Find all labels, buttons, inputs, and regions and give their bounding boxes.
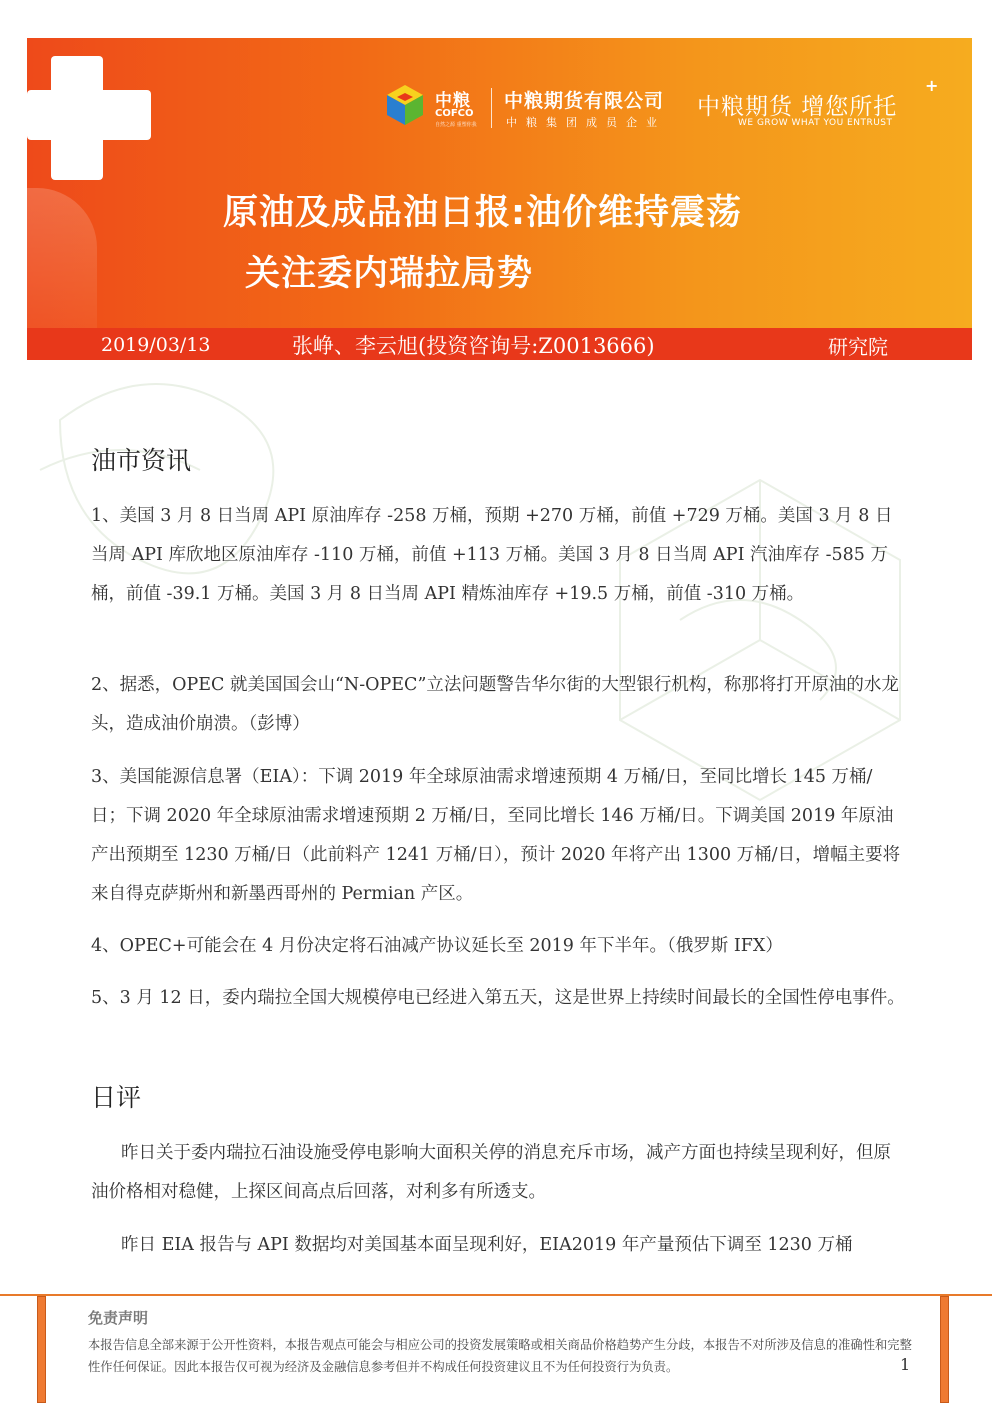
- curve-decoration: [27, 188, 97, 328]
- header-banner: [27, 38, 972, 328]
- report-title-line2: 关注委内瑞拉局势: [245, 254, 534, 294]
- news-item-1: 1、美国 3 月 8 日当周 API 原油库存 -258 万桶，预期 +270 万桶，前值 +729 万桶。美国 3 月 8 日当周 API 库欣地区原油库存 -110 万桶，前值 +113 万桶。美国 3 月 8 日当周 API 汽油库存 -585 万桶，前值 -39.1 万桶。美国 3 月 8 日当周 API 精炼油库存 +19.5 万桶，前值 -310 万桶。: [91, 506, 893, 604]
- company-subtitle: 中粮集团成员企业: [506, 116, 666, 129]
- cofco-logo-icon: [383, 83, 427, 127]
- footer-divider: [0, 1294, 992, 1296]
- review-paragraph-2: 昨日 EIA 报告与 API 数据均对美国基本面呈现利好，EIA2019 年产量预估下调至 1230 万桶: [121, 1235, 853, 1255]
- disclaimer-title: 免责声明: [88, 1309, 149, 1327]
- footer-left-accent: [37, 1296, 46, 1403]
- brand-slogan: 中粮期货 增您所托: [697, 94, 898, 120]
- report-info-bar: [27, 328, 972, 360]
- report-title-line1: 原油及成品油日报:油价维持震荡: [223, 193, 742, 233]
- news-heading: 油市资讯: [91, 446, 192, 475]
- review-heading: 日评: [91, 1083, 142, 1112]
- review-paragraph-1: 昨日关于委内瑞拉石油设施受停电影响大面积关停的消息充斥市场，减产方面也持续呈现利好，但原油价格相对稳健，上探区间高点后回落，对利多有所透支。: [91, 1143, 891, 1202]
- logo-english-text: COFCO: [435, 108, 474, 119]
- brand-slogan-english: WE GROW WHAT YOU ENTRUST: [738, 118, 893, 128]
- news-item-5: 5、3 月 12 日，委内瑞拉全国大规模停电已经进入第五天，这是世界上持续时间最长的全国性停电事件。: [91, 988, 905, 1008]
- slogan-plus-icon: +: [925, 76, 939, 95]
- news-item-2: 2、据悉，OPEC 就美国国会山“N-OPEC”立法问题警告华尔街的大型银行机构，称那将打开原油的水龙头，造成油价崩溃。（彭博）: [91, 675, 899, 734]
- report-department: 研究院: [828, 335, 888, 359]
- footer-right-accent: [940, 1296, 949, 1403]
- company-name: 中粮期货有限公司: [504, 90, 665, 112]
- logo-tagline: 自然之源 重塑你我: [435, 122, 477, 128]
- report-date: 2019/03/13: [101, 334, 211, 356]
- logo-divider: [491, 88, 492, 128]
- logo-chinese-text: 中粮: [435, 91, 471, 111]
- page-number: 1: [900, 1355, 911, 1374]
- news-item-3: 3、美国能源信息署（EIA）：下调 2019 年全球原油需求增速预期 4 万桶/日，至同比增长 145 万桶/日；下调 2020 年全球原油需求增速预期 2 万桶/日，至同比增长 146 万桶/日。下调美国 2019 年原油产出预期至 1230 万桶/日（此前料产 1241 万桶/日），预计 2020 年将产出 1300 万桶/日，增幅主要将来自得克萨斯州和新墨西哥州的 Permian 产区。: [91, 767, 901, 904]
- plus-decoration-bar: [27, 90, 151, 140]
- disclaimer-text: 本报告信息全部来源于公开性资料，本报告观点可能会与相应公司的投资发展策略或相关商品价格趋势产生分歧，本报告不对所涉及信息的准确性和完整性作任何保证。因此本报告仅可视为经济及金融信息参考但并不构成任何投资建议且不为任何投资行为负责。: [88, 1338, 912, 1374]
- news-item-4: 4、OPEC+可能会在 4 月份决定将石油减产协议延长至 2019 年下半年。（俄罗斯 IFX）: [91, 936, 783, 956]
- report-authors: 张峥、李云旭(投资咨询号:Z0013666): [292, 334, 655, 358]
